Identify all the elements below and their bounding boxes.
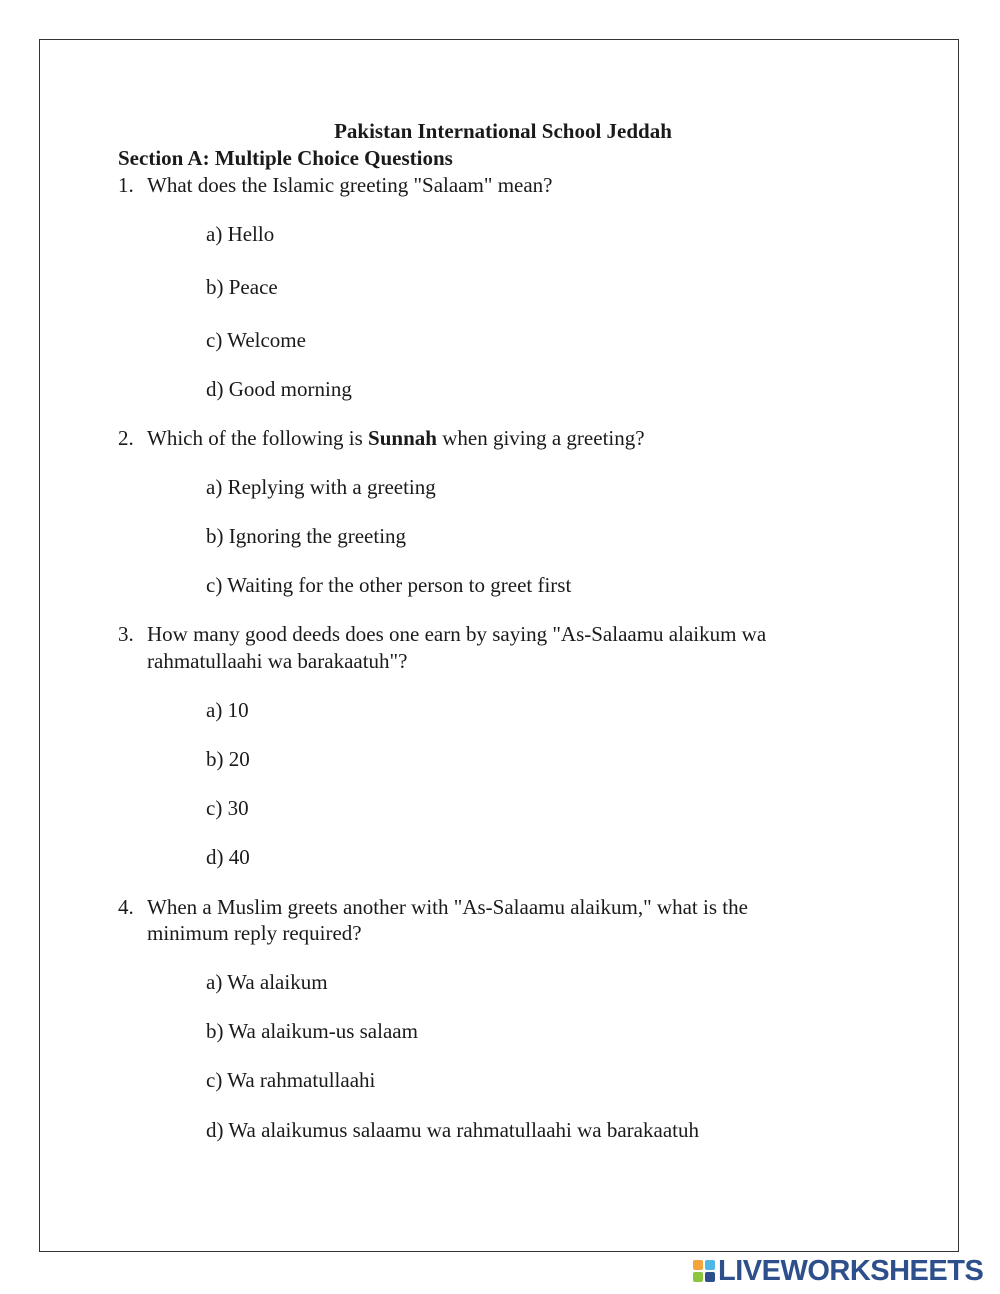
logo-tile-4 xyxy=(705,1272,715,1282)
question-2-text-bold: Sunnah xyxy=(368,426,437,450)
question-2-text-before: Which of the following is xyxy=(147,426,369,450)
question-3-text-line2: rahmatullaahi wa barakaatuh"? xyxy=(147,649,408,673)
question-2-option-c[interactable]: c) Waiting for the other person to greet first xyxy=(206,573,572,597)
question-2-number: 2. xyxy=(118,426,134,450)
logo-tile-3 xyxy=(693,1272,703,1282)
question-3-option-d[interactable]: d) 40 xyxy=(206,845,250,869)
question-4-text-line1: When a Muslim greets another with "As-Salaamu alaikum," what is the xyxy=(147,895,748,919)
question-1-number: 1. xyxy=(118,173,134,197)
liveworksheets-logo-text: LIVEWORKSHEETS xyxy=(718,1254,984,1287)
question-3-text-line1: How many good deeds does one earn by saying "As-Salaamu alaikum wa xyxy=(147,622,767,646)
question-1-option-a[interactable]: a) Hello xyxy=(206,222,275,246)
logo-tile-2 xyxy=(705,1260,715,1270)
question-4-option-c[interactable]: c) Wa rahmatullaahi xyxy=(206,1068,376,1092)
question-1-option-d[interactable]: d) Good morning xyxy=(206,377,352,401)
question-4-option-a[interactable]: a) Wa alaikum xyxy=(206,970,328,994)
question-3-option-c[interactable]: c) 30 xyxy=(206,796,249,820)
question-3-number: 3. xyxy=(118,622,134,646)
question-3-option-b[interactable]: b) 20 xyxy=(206,747,250,771)
question-2-option-b[interactable]: b) Ignoring the greeting xyxy=(206,524,407,548)
liveworksheets-brand[interactable] xyxy=(693,1256,983,1286)
question-3-option-a[interactable]: a) 10 xyxy=(206,698,249,722)
question-2-option-a[interactable]: a) Replying with a greeting xyxy=(206,475,436,499)
question-1-text: What does the Islamic greeting "Salaam" mean? xyxy=(147,173,553,197)
school-title: Pakistan International School Jeddah xyxy=(334,119,672,143)
question-4-number: 4. xyxy=(118,895,134,919)
question-4-text-line2: minimum reply required? xyxy=(147,921,362,945)
question-2-text xyxy=(147,425,645,451)
liveworksheets-logo-icon xyxy=(693,1260,715,1282)
question-4-option-d[interactable]: d) Wa alaikumus salaamu wa rahmatullaahi wa barakaatuh xyxy=(206,1118,699,1142)
section-heading: Section A: Multiple Choice Questions xyxy=(118,146,453,170)
question-4-option-b[interactable]: b) Wa alaikum-us salaam xyxy=(206,1019,418,1043)
question-1-option-b[interactable]: b) Peace xyxy=(206,275,278,299)
question-1-option-c[interactable]: c) Welcome xyxy=(206,328,306,352)
question-2-text-after: when giving a greeting? xyxy=(436,426,645,450)
logo-tile-1 xyxy=(693,1260,703,1270)
